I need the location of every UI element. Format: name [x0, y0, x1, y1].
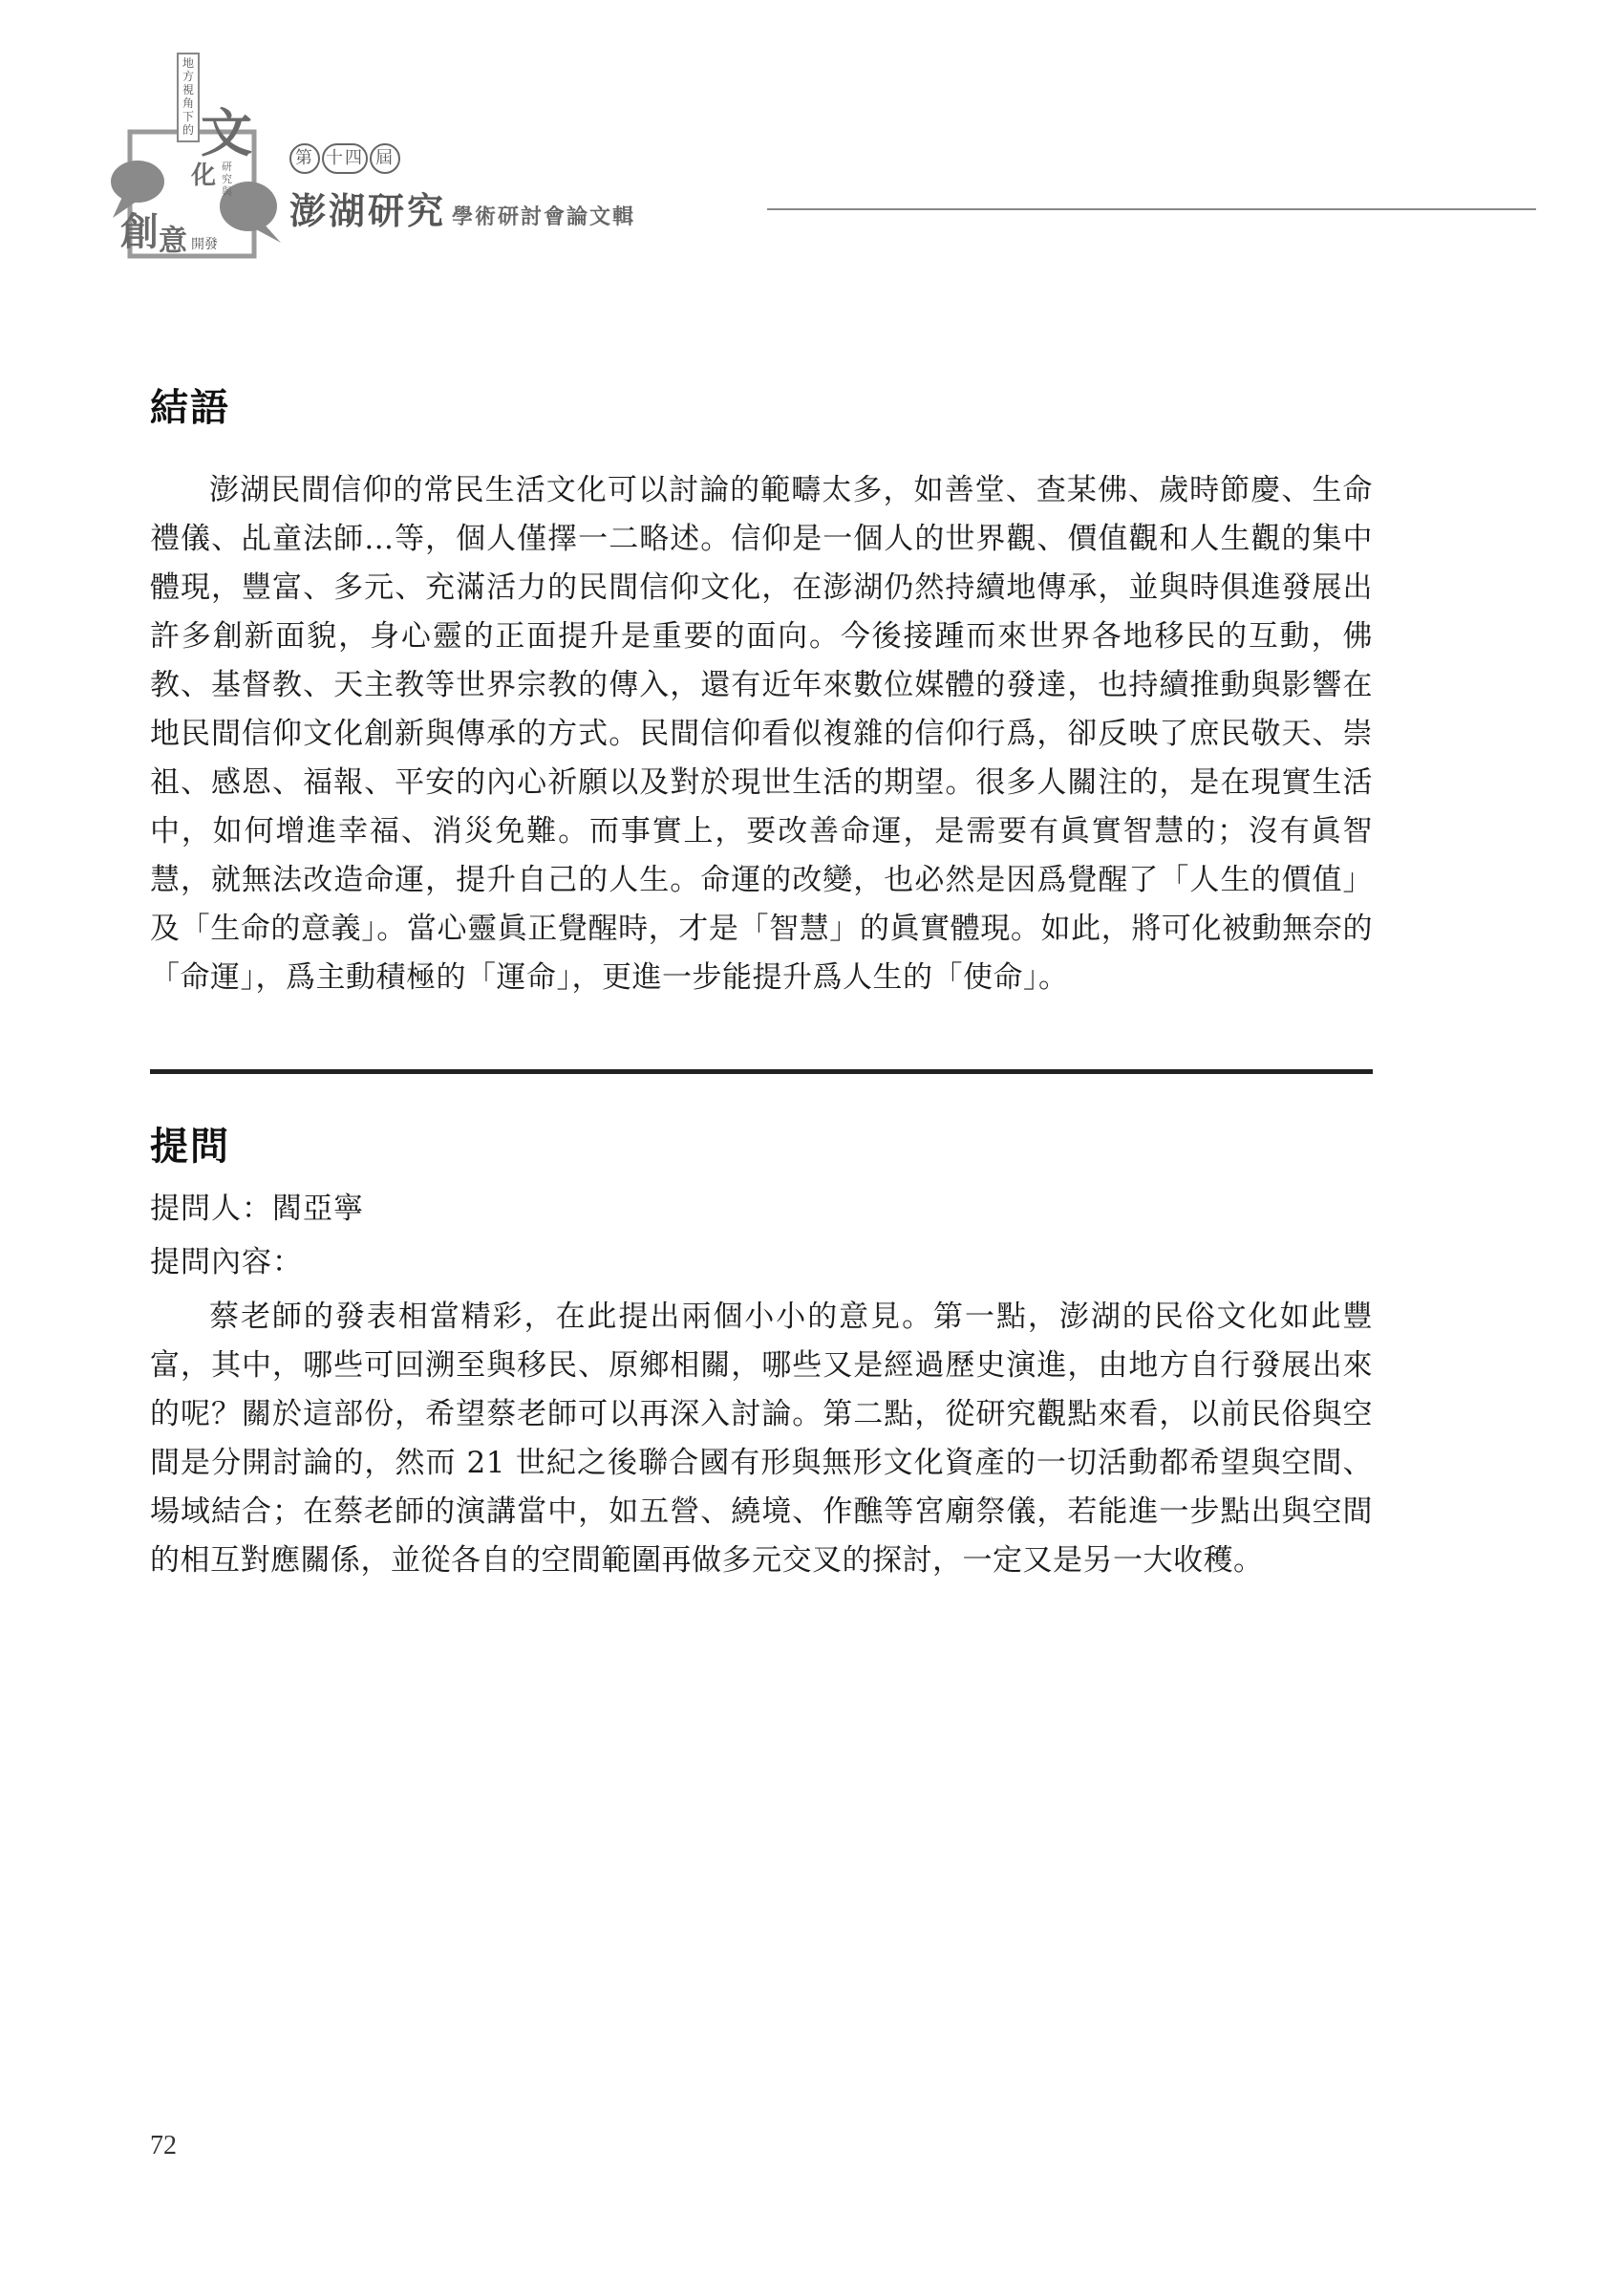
svg-text:研: 研: [222, 161, 232, 173]
svg-text:角: 角: [182, 97, 195, 110]
svg-text:意: 意: [159, 225, 187, 258]
svg-text:化: 化: [191, 161, 217, 190]
series-brand: [289, 143, 635, 234]
series-title: 澎湖研究: [289, 189, 447, 232]
svg-text:的: 的: [182, 123, 195, 137]
svg-text:開發: 開發: [191, 237, 218, 252]
svg-text:方: 方: [182, 70, 195, 83]
section-divider: [150, 1069, 1373, 1074]
conclusion-heading: 結語: [150, 385, 230, 430]
svg-text:與: 與: [222, 185, 232, 198]
question-paragraph: 蔡老師的發表相當精彩，在此提出兩個小小的意見。第一點，澎湖的民俗文化如此豐富，其中，哪些可回溯至與移民、原鄉相關，哪些又是經過歷史演進，由地方自行發展出來的呢？關於這部份，希望蔡老師可以再深入討論。第二點，從研究觀點來看，以前民俗與空間是分開討論的，然而 21 世紀之後聯合國有形與無形文化資產的一切活動都希望與空間、場域結合；在蔡老師的演講當中，如五營、繞境、作醮等宮廟祭儀，若能進一步點出與空間的相互對應關係，並從各自的空間範圍再做多元交叉的探討，一定又是另一大收穫。: [150, 1300, 1373, 1578]
edition-prefix: 第: [289, 143, 320, 174]
edition-suffix: 屆: [370, 143, 400, 174]
page-number: 72: [150, 2131, 177, 2160]
questioner-label: 提問人：閻亞寧: [150, 1192, 364, 1226]
conclusion-paragraph: 澎湖民間信仰的常民生活文化可以討論的範疇太多，如善堂、查某佛、歲時節慶、生命禮儀、乩童法師…等，個人僅擇一二略述。信仰是一個人的世界觀、價值觀和人生觀的集中體現，豐富、多元、充滿活力的民間信仰文化，在澎湖仍然持續地傳承，並與時俱進發展出許多創新面貌，身心靈的正面提升是重要的面向。今後接踵而來世界各地移民的互動，佛教、基督教、天主教等世界宗教的傳入，還有近年來數位媒體的發達，也持續推動與影響在地民間信仰文化創新與傳承的方式。民間信仰看似複雜的信仰行爲，卻反映了庶民敬天、崇祖、感恩、福報、平安的內心祈願以及對於現世生活的期望。很多人關注的，是在現實生活中，如何增進幸福、消災免難。而事實上，要改善命運，是需要有眞實智慧的；沒有眞智慧，就無法改造命運，提升自己的人生。命運的改變，也必然是因爲覺醒了「人生的價值」及「生命的意義」。當心靈眞正覺醒時，才是「智慧」的眞實體現。如此，將可化被動無奈的「命運」，爲主動積極的「運命」，更進一步能提升爲人生的「使命」。: [150, 473, 1373, 995]
running-header: [103, 48, 1441, 277]
svg-text:下: 下: [182, 110, 195, 123]
edition-label: [289, 143, 635, 174]
svg-text:文: 文: [201, 102, 252, 163]
conference-logo: [103, 48, 304, 277]
page-content: [150, 377, 1373, 1585]
question-heading: 提問: [150, 1124, 230, 1169]
header-rule: [767, 208, 1536, 210]
svg-text:創: 創: [120, 209, 159, 254]
svg-text:視: 視: [182, 83, 195, 97]
series-subtitle: 學術研討會論文輯: [452, 204, 636, 229]
svg-text:究: 究: [222, 173, 232, 185]
question-content-label: 提問內容：: [150, 1245, 303, 1279]
edition-number: 十四: [322, 143, 368, 174]
logo-vertical-char: 地: [182, 56, 195, 70]
